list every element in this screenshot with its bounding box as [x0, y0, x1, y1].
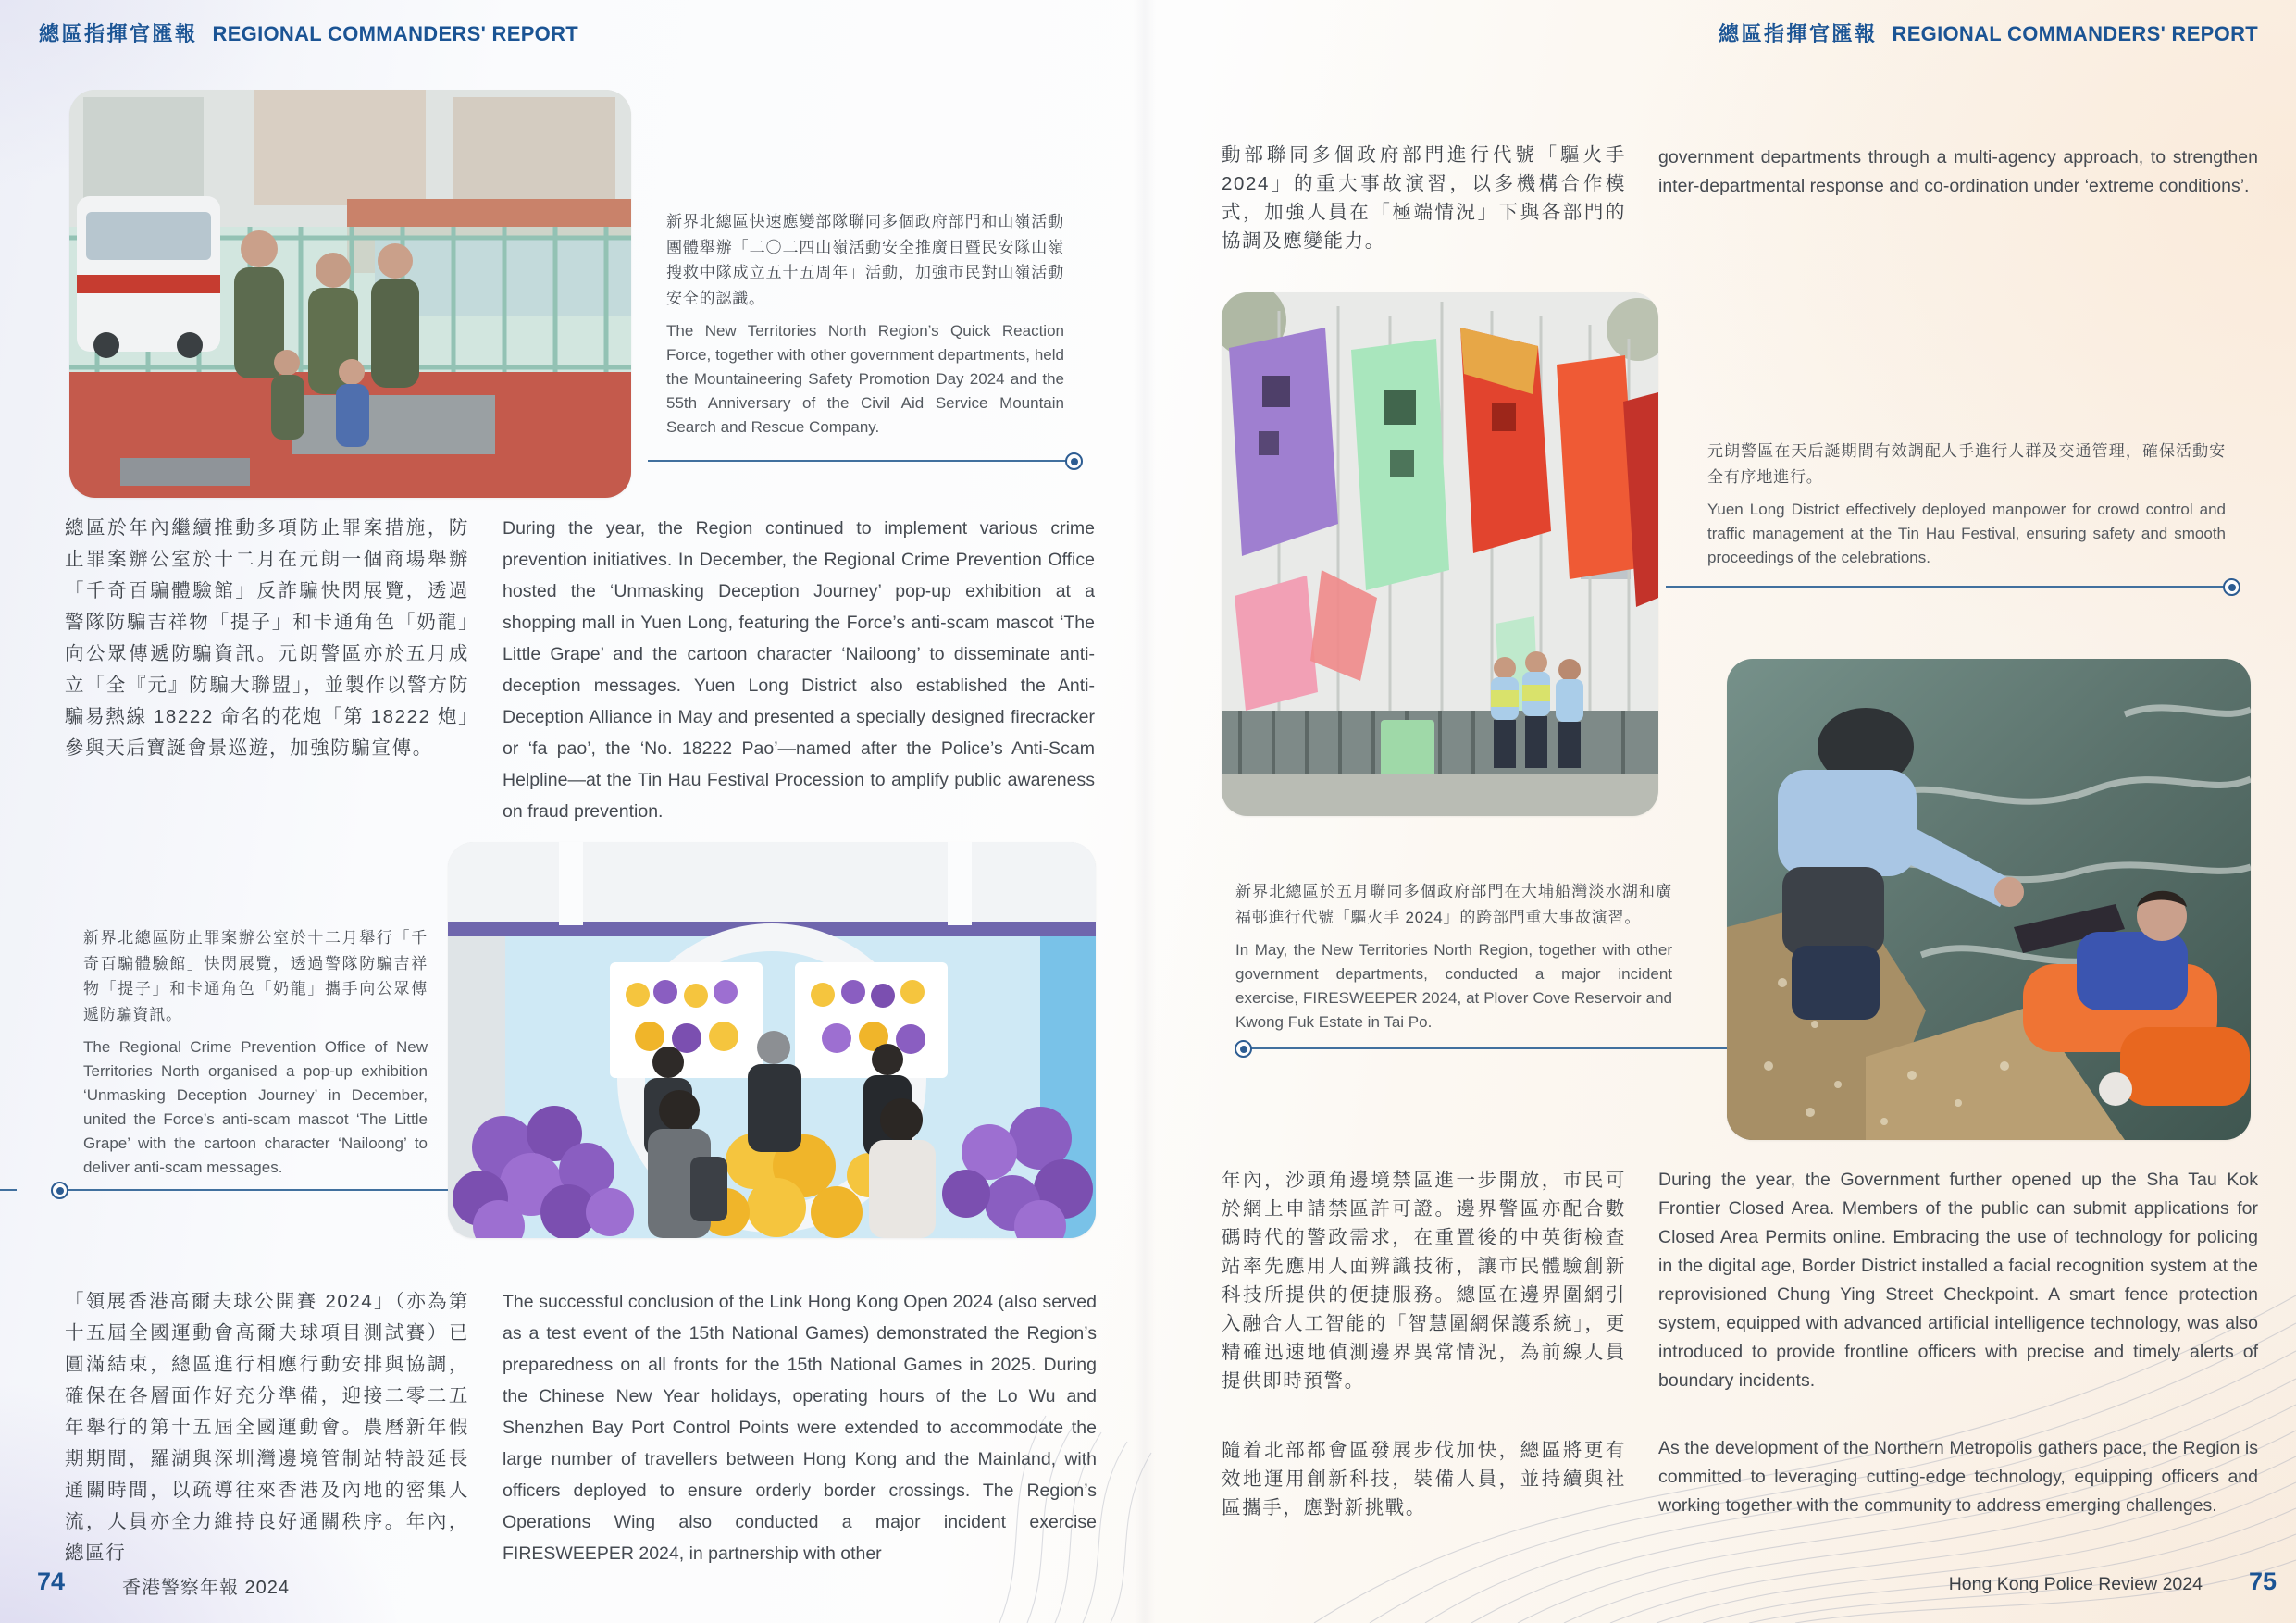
caption-exhibition: [83, 925, 428, 1180]
bullseye-icon: [1235, 1040, 1252, 1058]
photo-anti-scam-exhibition: [448, 842, 1096, 1238]
bullseye-icon: [51, 1182, 68, 1199]
para-exercise-en: government departments through a multi-agency approach, to strengthen inter-departmental response and co-ordination under ‘extreme conditions’.: [1658, 147, 2258, 196]
photo-firesweeper-rescue-image: [1727, 659, 2251, 1140]
caption-rule-1: [648, 460, 1066, 462]
header-left: [39, 19, 578, 47]
caption-flags-zh: 元朗警區在天后誕期間有效調配人手進行人群及交通管理，確保活動安全有序地進行。: [1707, 442, 2226, 486]
footer-title-left: 香港警察年報 2024: [122, 1578, 291, 1598]
footer-title-right: Hong Kong Police Review 2024: [1948, 1574, 2203, 1594]
para-metropolis-zh: 隨着北部都會區發展步伐加快，總區將更有效地運用創新科技，裝備人員，並持續與社區攜手，應對新挑戰。: [1222, 1440, 1626, 1518]
bullseye-icon: [2223, 578, 2240, 596]
para-crime-prevention-en: During the year, the Region continued to implement various crime prevention initiatives. In December, the Regional Crime Prevention Office hosted the ‘Unmasking Deception Journey’ pop-up exhibition at a shopping mall in Yuen Long, featuring the Force’s anti-scam mascot ‘The Little Grape’ and the cartoon character ‘Nailoong’ to disseminate anti-deception messages. Yuen Long District also established the Anti-Deception Alliance in May and presented a specially designed firecracker or ‘fa pao’, the ‘No. 18222 Pao’—named after the Police’s Anti-Scam Helpline—at the Tin Hau Festival Procession to amplify public awareness on fraud prevention.: [503, 518, 1095, 822]
caption-exhibition-en: The Regional Crime Prevention Office of New Territories North organised a pop-up exhibition ‘Unmasking Deception Journey’ in December, united the Force’s anti-scam mascot ‘The Little Grape’ with the cartoon character ‘Nailoong’ to deliver anti-scam messages.: [83, 1038, 428, 1176]
photo-anti-scam-exhibition-image: [448, 842, 1096, 1238]
page-fold-shading: [1134, 0, 1156, 1623]
caption-rescue-en: In May, the New Territories North Region, together with other government departments, conducted a major incident exercise, FIRESWEEPER 2024, at Plover Cove Reservoir and Kwong Fuk Estate in Tai Po.: [1235, 941, 1672, 1031]
header-right-zh: 總區指揮官匯報: [1718, 22, 1878, 45]
header-right-en: REGIONAL COMMANDERS' REPORT: [1892, 22, 2258, 45]
photo-tin-hau-flags-image: [1222, 292, 1658, 816]
caption-rule-2: [67, 1189, 448, 1191]
para-metropolis-en: As the development of the Northern Metropolis gathers pace, the Region is committed to leveraging cutting-edge technology, equipping officers and working together with the community to address emerging challenges.: [1658, 1438, 2258, 1516]
bullseye-icon: [1065, 452, 1083, 470]
para-golf-open-en: The successful conclusion of the Link Hong Kong Open 2024 (also served as a test event of the 15th National Games) demonstrated the Region’s preparedness on all fronts for the 15th National Games in 2025. During the Chinese New Year holidays, operating hours of the Lo Wu and Shenzhen Bay Port Control Points were extended to accommodate the large number of travellers between Hong Kong and the Mainland, with officers deployed to ensure orderly border crossings. The Region’s Operations Wing also conducted a major incident exercise FIRESWEEPER 2024, in partnership with other: [503, 1292, 1097, 1564]
para-exercise-zh: 動部聯同多個政府部門進行代號「驅火手 2024」的重大事故演習，以多機構合作模式，加強人員在「極端情況」下與各部門的協調及應變能力。: [1222, 144, 1626, 252]
caption-flags: [1707, 439, 2226, 570]
header-left-zh: 總區指揮官匯報: [39, 22, 198, 45]
page-number-left: 74: [37, 1567, 66, 1595]
caption-mountaineering: [666, 209, 1064, 440]
caption-rescue-zh: 新界北總區於五月聯同多個政府部門在大埔船灣淡水湖和廣福邨進行代號「驅火手 2024」的跨部門重大事故演習。: [1235, 883, 1672, 926]
photo-mountaineering-safety-day-image: [69, 90, 631, 498]
para-border-zh: 年內，沙頭角邊境禁區進一步開放，市民可於網上申請禁區許可證。邊界警區亦配合數碼時代的警政需求，在重置後的中英街檢查站率先應用人面辨識技術，讓市民體驗創新科技所提供的便捷服務。總區在邊界圍網引入融合人工智能的「智慧圍網保護系統」，更精確迅速地偵測邊界異常情況，為前線人員提供即時預警。: [1222, 1170, 1626, 1392]
caption-mountaineering-en: The New Territories North Region’s Quick Reaction Force, together with other government departments, held the Mountaineering Safety Promotion Day 2024 and the 55th Anniversary of the Civil Aid Service Mountain Search and Rescue Company.: [666, 322, 1064, 436]
para-golf-open-zh: 「領展香港高爾夫球公開賽 2024」（亦為第十五屆全國運動會高爾夫球項目測試賽）已圓滿結束，總區進行相應行動安排與協調，確保在各層面作好充分準備，迎接二零二五年舉行的第十五屆全國運動會。農曆新年假期期間，羅湖與深圳灣邊境管制站特設延長通關時間，以疏導往來香港及內地的密集人流，人員亦全力維持良好通關秩序。年內，總區行: [65, 1291, 469, 1564]
caption-rule-4: [1251, 1047, 1727, 1049]
caption-rescue: [1235, 879, 1672, 1035]
footer-right: [1703, 1567, 2277, 1596]
photo-tin-hau-flags: [1222, 292, 1658, 816]
photo-firesweeper-rescue: [1727, 659, 2251, 1140]
caption-exhibition-zh: 新界北總區防止罪案辦公室於十二月舉行「千奇百騙體驗館」快閃展覽，透過警隊防騙吉祥物「提子」和卡通角色「奶龍」攜手向公眾傳遞防騙資訊。: [83, 929, 428, 1023]
caption-mountaineering-zh: 新界北總區快速應變部隊聯同多個政府部門和山嶺活動團體舉辦「二〇二四山嶺活動安全推廣日暨民安隊山嶺搜救中隊成立五十五周年」活動，加強市民對山嶺活動安全的認識。: [666, 213, 1064, 307]
page-number-right: 75: [2248, 1567, 2277, 1595]
header-left-en: REGIONAL COMMANDERS' REPORT: [212, 22, 579, 45]
caption-rule-3: [1666, 586, 2224, 588]
header-right: [1296, 19, 2258, 47]
edge-rule-stub: [0, 1189, 17, 1191]
para-border-en: During the year, the Government further opened up the Sha Tau Kok Frontier Closed Area. Members of the public can submit applications for Closed Area Permits online. Embracing the use of technology for policing in the digital age, Border District installed a facial recognition system at the reprovisioned Chung Ying Street Checkpoint. A smart fence protection system, equipped with advanced artificial intelligence technology, was also introduced to provide frontline officers with precise and timely alerts of boundary incidents.: [1658, 1170, 2258, 1391]
caption-flags-en: Yuen Long District effectively deployed manpower for crowd control and traffic management at the Tin Hau Festival, ensuring safety and smooth proceedings of the celebrations.: [1707, 501, 2226, 566]
photo-mountaineering-safety-day: [69, 90, 631, 498]
para-crime-prevention-zh: 總區於年內繼續推動多項防止罪案措施，防止罪案辦公室於十二月在元朗一個商場舉辦「千奇百騙體驗館」反詐騙快閃展覽，透過警隊防騙吉祥物「提子」和卡通角色「奶龍」向公眾傳遞防騙資訊。元朗警區亦於五月成立「全『元』防騙大聯盟」，並製作以警方防騙易熱線 18222 命名的花炮「第 18222 炮」參與天后寶誕會景巡遊，加強防騙宣傳。: [65, 517, 469, 759]
